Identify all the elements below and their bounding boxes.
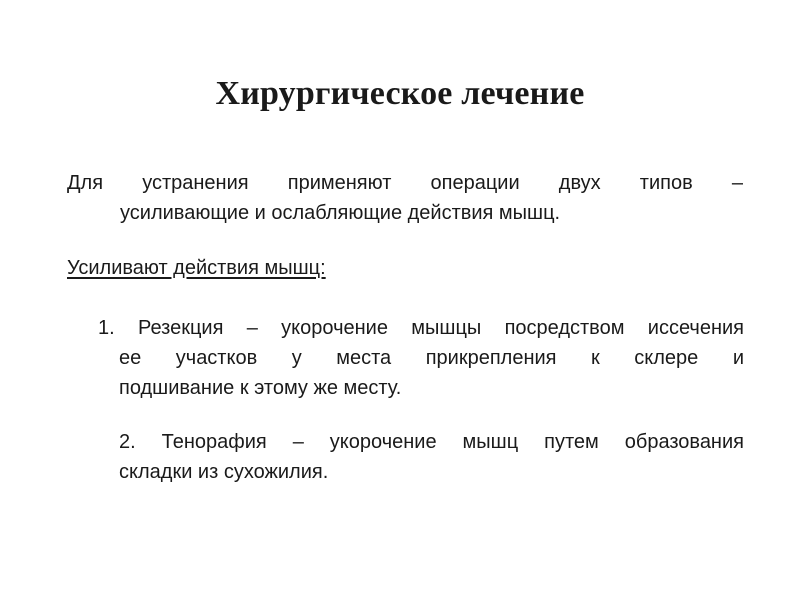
list-item-line-2: ее участков у места прикрепления к склере и — [119, 347, 744, 369]
list-item-number: 1. — [98, 317, 138, 339]
list-item-line-3: подшивание к этому же месту. — [119, 377, 402, 399]
list-item-text: Резекция – укорочение мышцы посредством иссечения — [138, 317, 744, 339]
intro-line-1: Для устранения применяют операции двух типов – — [67, 172, 743, 194]
list-item-line-1 — [98, 427, 744, 457]
list-item-text: Тенорафия – укорочение мышц путем образования — [161, 431, 744, 453]
intro-paragraph — [67, 168, 743, 228]
intro-line-2: усиливающие и ослабляющие действия мышц. — [120, 202, 561, 224]
list-item-number: 2. — [119, 431, 162, 453]
slide-title: Хирургическое лечение — [215, 75, 585, 112]
list-item — [98, 427, 744, 487]
subheading: Усиливают действия мышц: — [67, 257, 326, 279]
list-item-line-1 — [98, 313, 744, 343]
list-item — [98, 313, 744, 403]
list-item-line-2: складки из сухожилия. — [119, 461, 329, 483]
